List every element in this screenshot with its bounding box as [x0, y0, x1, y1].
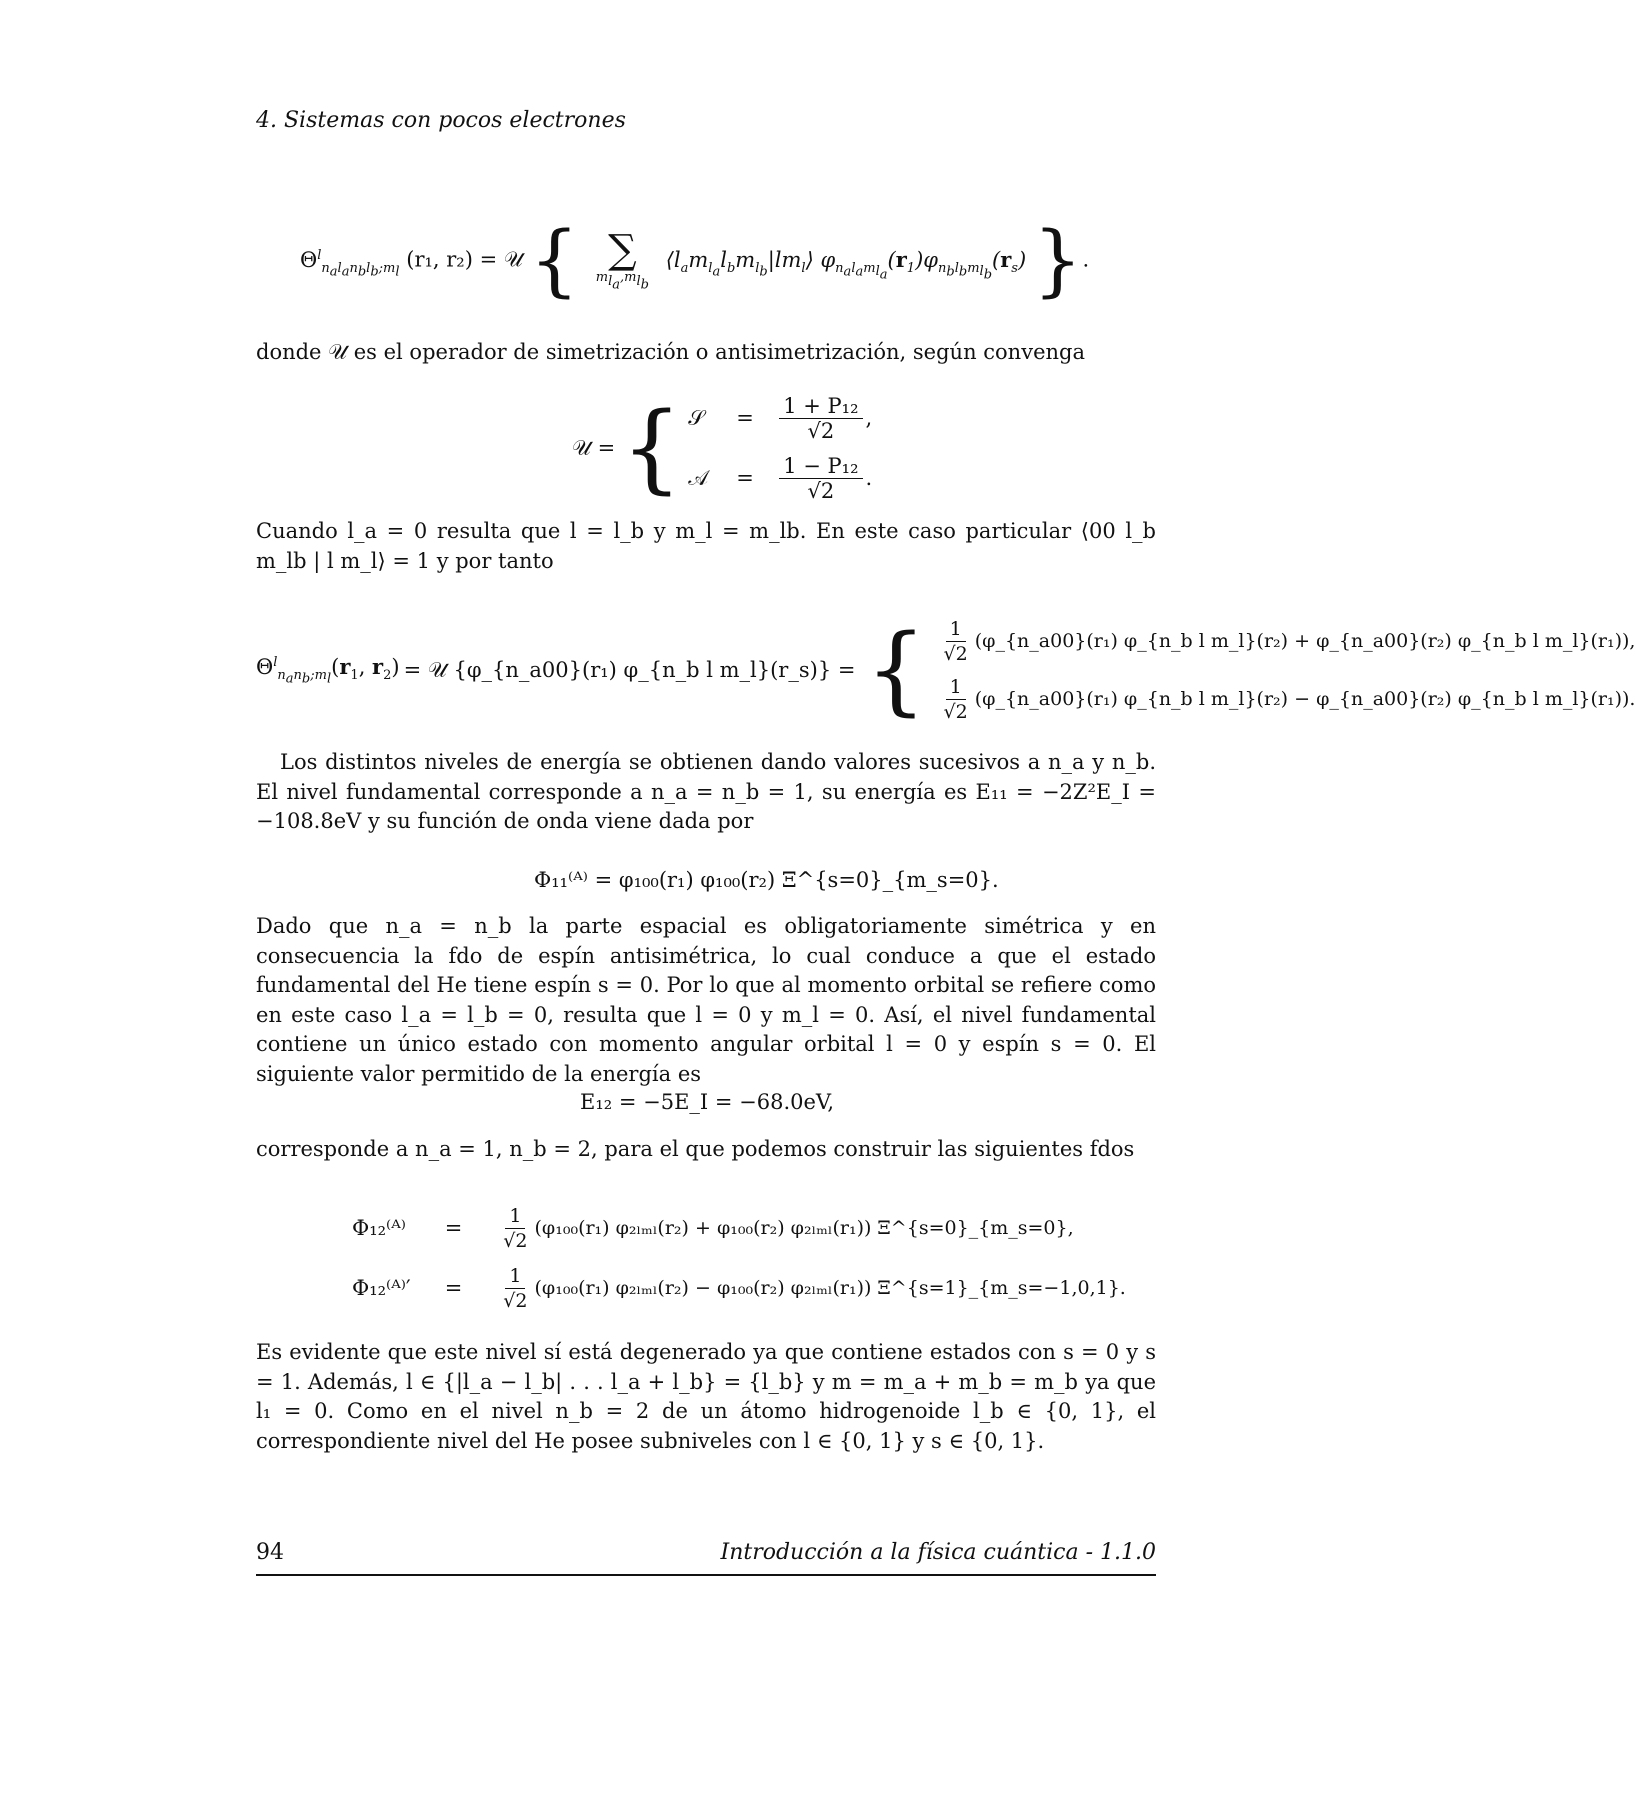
paragraph-donde: donde 𝒰 es el operador de simetrización o antisimetrización, según convenga — [256, 340, 1085, 364]
S-label: 𝒮 — [688, 405, 705, 430]
A-fraction: $\frac{\text{1 − P₁₂}}{√2}$ — [779, 454, 862, 503]
footer-rule — [256, 1574, 1156, 1576]
footer-title: Introducción a la física cuántica - 1.1.0 — [720, 1540, 1156, 1565]
summand: $⟨l_am_{l_a}l_bm_{l_b}|lm_l⟩$ $\varphi_{n_al_am_{l_a}}(r_1)\varphi_{n_bl_bm_{l_b}}(r_s)$ — [665, 246, 1027, 283]
left-brace: { — [529, 216, 580, 306]
paragraph-corresponde: corresponde a n_a = 1, n_b = 2, para el que podemos construir las siguientes fdos — [256, 1137, 1135, 1161]
paragraph-evidente: Es evidente que este nivel sí está degenerado ya que contiene estados con s = 0 y s = 1. Además, l ∈ {|l_a − l_b| . . . l_a + l_b} = {l_b} y m = m_a + m_b = m_b ya que l₁ = 0. Como en el nivel n_b = 2 de un átomo hidrogenoide l_b ∈ {0, 1}, el correspondiente nivel del He posee subniveles con l ∈ {0, 1} y s ∈ {0, 1}. — [256, 1340, 1156, 1453]
equation-theta-general: $\Theta^l_{n_al_an_bl_b;m_l}$ (r₁, r₂) = 𝒰 { ∑ $m_{l_a},m_{l_b}$ $⟨l_am_{l_a}l_bm_{l_b}|lm_l⟩$ $\varphi_{n_al_am_{l_a}}(r_1)\varphi_{n_bl_bm_{l_b}}(r_s)$ }. — [300, 216, 1090, 306]
theta-special-rhs: = 𝒰 {φ_{n_a00}(r₁) φ_{n_b l m_l}(r_s)} = — [403, 657, 856, 682]
theta-symbol: $\Theta^l_{n_al_an_bl_b;m_l}$ — [300, 247, 400, 280]
theta-args: (r₁, r₂) = 𝒰 — [406, 247, 523, 272]
equation-phi12-array: Φ₁₂⁽ᴬ⁾ = $\frac{1}{√2}$ (φ₁₀₀(r₁) φ₂ₗₘₗ(r₂) + φ₁₀₀(r₂) φ₂ₗₘₗ(r₁)) Ξ^{s=0}_{m_s=0}, Φ₁₂⁽ᴬ⁾′ = $\frac{1}{√2}$ (φ₁₀₀(r₁) φ₂ₗₘₗ(r₂) − φ₁₀₀(r₂) φ₂ₗₘₗ(r₁)) Ξ^{s=1}_{m_s=−1,0,1}. — [352, 1204, 1126, 1312]
U-lhs: 𝒰 = — [572, 435, 616, 460]
summation: ∑ $m_{l_a},m_{l_b}$ — [595, 226, 649, 293]
phi12-rhs: (φ₁₀₀(r₁) φ₂ₗₘₗ(r₂) + φ₁₀₀(r₂) φ₂ₗₘₗ(r₁)) Ξ^{s=0}_{m_s=0}, — [534, 1217, 1074, 1239]
phi12-prime-lhs: Φ₁₂⁽ᴬ⁾′ — [352, 1276, 411, 1300]
paragraph-dado: Dado que n_a = n_b la parte espacial es obligatoriamente simétrica y en consecuencia la fdo de espín antisimétrica, lo cual conduce a que el estado fundamental del He tiene espín s = 0. Por lo que al momento orbital se refiere como en este caso l_a = l_b = 0, resulta que l = 0 y m_l = 0. Así, el nivel fundamental contiene un único estado con momento angular orbital l = 0 y espín s = 0. El siguiente valor permitido de la energía es — [256, 914, 1156, 1086]
antisymmetric-combination: (φ_{n_a00}(r₁) φ_{n_b l m_l}(r₂) − φ_{n_a00}(r₂) φ_{n_b l m_l}(r₁)). — [974, 688, 1635, 710]
phi12-lhs: Φ₁₂⁽ᴬ⁾ — [352, 1216, 406, 1240]
equation-U-definition: 𝒰 = { 𝒮 = $\frac{\text{1 + P₁₂}}{√2}$ , 𝒜 = $\frac{\text{1 − P₁₂}}{√2}$ . — [572, 392, 873, 504]
one-over-sqrt2: $\frac{1}{√2}$ — [943, 675, 968, 723]
page-number: 94 — [256, 1540, 284, 1565]
one-over-sqrt2: $\frac{1}{√2}$ — [503, 1264, 528, 1312]
paragraph-niveles: Los distintos niveles de energía se obtienen dando valores sucesivos a n_a y n_b. El nivel fundamental corresponde a n_a = n_b = 1, su energía es E₁₁ = −2Z²E_I = −108.8eV y su función de onda viene dada por — [256, 750, 1156, 833]
S-fraction: $\frac{\text{1 + P₁₂}}{√2}$ — [779, 394, 862, 443]
right-brace: } — [1032, 216, 1083, 306]
symmetric-combination: (φ_{n_a00}(r₁) φ_{n_b l m_l}(r₂) + φ_{n_a00}(r₂) φ_{n_b l m_l}(r₁)), — [974, 630, 1635, 652]
equation-theta-special — [256, 612, 1635, 728]
paragraph-cuando: Cuando l_a = 0 resulta que l = l_b y m_l = m_lb. En este caso particular ⟨00 l_b m_lb | l m_l⟩ = 1 y por tanto — [256, 519, 1156, 573]
U-brace: { — [621, 392, 683, 504]
equation-e12: E₁₂ = −5E_I = −68.0eV, — [580, 1090, 835, 1114]
A-label: 𝒜 — [688, 465, 709, 490]
equation-phi11: Φ₁₁⁽ᴬ⁾ = φ₁₀₀(r₁) φ₁₀₀(r₂) Ξ^{s=0}_{m_s=0}. — [534, 868, 999, 892]
cases-brace: { — [865, 614, 927, 726]
one-over-sqrt2: $\frac{1}{√2}$ — [943, 617, 968, 665]
phi12-prime-rhs: (φ₁₀₀(r₁) φ₂ₗₘₗ(r₂) − φ₁₀₀(r₂) φ₂ₗₘₗ(r₁)) Ξ^{s=1}_{m_s=−1,0,1}. — [534, 1277, 1126, 1299]
one-over-sqrt2: $\frac{1}{√2}$ — [503, 1204, 528, 1252]
running-head: 4. Sistemas con pocos electrones — [256, 108, 626, 133]
theta-special-lhs: $\Theta^l_{n_an_b;m_l}(r_1$, $r_2$) — [256, 653, 400, 687]
